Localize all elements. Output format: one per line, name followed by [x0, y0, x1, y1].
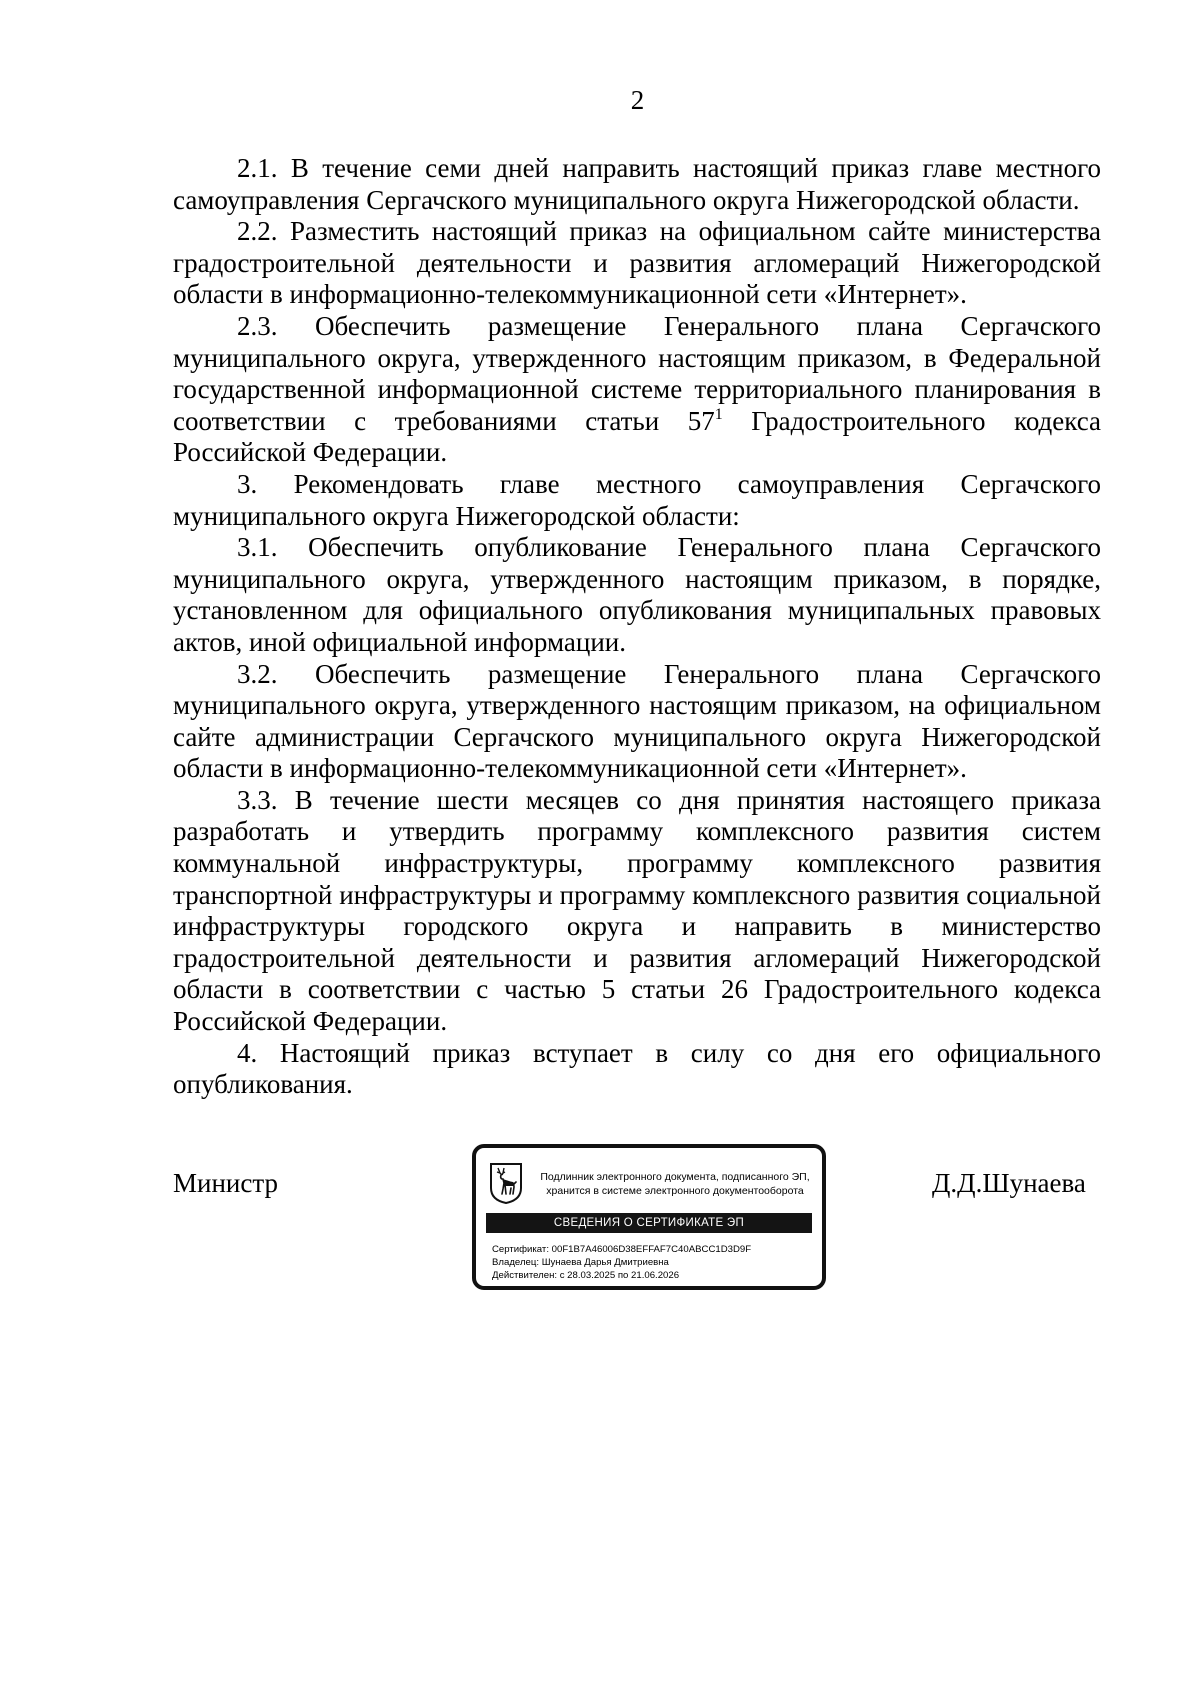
- certificate-owner: Владелец: Шунаева Дарья Дмитриевна: [492, 1257, 669, 1268]
- stamp-caption-line-2: хранится в системе электронного документооборота: [546, 1185, 804, 1197]
- article-superscript: 1: [714, 405, 723, 423]
- deer-coat-of-arms-icon: [489, 1162, 523, 1204]
- certificate-number: Сертификат: 00F1B7A46006D38EFFAF7C40ABCC1D3D9F: [492, 1244, 752, 1255]
- paragraph-2-2: 2.2. Разместить настоящий приказ на официальном сайте министерства градостроительной деятельности и развития агломераций Нижегородской области в информационно-телекоммуникационной сети «Интернет».: [173, 216, 1101, 310]
- paragraph-3: 3. Рекомендовать главе местного самоуправления Сергачского муниципального округа Нижегородской области:: [173, 468, 1101, 531]
- stamp-caption-line-1: Подлинник электронного документа, подписанного ЭП,: [540, 1171, 810, 1183]
- signature-title: Министр: [173, 1168, 278, 1198]
- certificate-info-banner: СВЕДЕНИЯ О СЕРТИФИКАТЕ ЭП: [486, 1213, 812, 1233]
- stamp-caption: [534, 1170, 816, 1198]
- order-body: [173, 153, 1101, 1101]
- paragraph-2-3-part-2: Градостроительного кодекса Российской Федерации.: [173, 405, 1101, 468]
- certificate-validity: Действителен: с 28.03.2025 по 21.06.2026: [492, 1270, 680, 1281]
- paragraph-2-3-part-1: 2.3. Обеспечить размещение Генерального плана Сергачского муниципального округа, утвержденного настоящим приказом, в Федеральной государственной информационной системе территориального планирования в соответствии с требованиями статьи 57: [173, 310, 1101, 436]
- certificate-details: [492, 1243, 812, 1282]
- paragraph-2-1: 2.1. В течение семи дней направить настоящий приказ главе местного самоуправления Сергачского муниципального округа Нижегородской области.: [173, 153, 1101, 215]
- paragraph-3-1: 3.1. Обеспечить опубликование Генерального плана Сергачского муниципального округа, утвержденного настоящим приказом, в порядке, установленном для официального опубликования муниципальных правовых актов, иной официальной информации.: [173, 532, 1101, 657]
- electronic-signature-stamp: [472, 1144, 826, 1290]
- paragraph-2-3: [173, 311, 1101, 469]
- paragraph-4: 4. Настоящий приказ вступает в силу со дня его официального опубликования.: [173, 1037, 1101, 1100]
- page-number: 2: [630, 85, 645, 115]
- paragraph-3-3: 3.3. В течение шести месяцев со дня принятия настоящего приказа разработать и утвердить программу комплексного развития систем коммунальной инфраструктуры, программу комплексного развития транспортной инфраструктуры и программу комплексного развития социальной инфраструктуры городского округа и направить в министерство градостроительной деятельности и развития агломераций Нижегородской области в соответствии с частью 5 статьи 26 Градостроительного кодекса Российской Федерации.: [173, 784, 1101, 1037]
- signature-name: Д.Д.Шунаева: [932, 1168, 1086, 1198]
- paragraph-3-2: 3.2. Обеспечить размещение Генерального плана Сергачского муниципального округа, утвержденного настоящим приказом, на официальном сайте администрации Сергачского муниципального округа Нижегородской области в информационно-телекоммуникационной сети «Интернет».: [173, 658, 1101, 784]
